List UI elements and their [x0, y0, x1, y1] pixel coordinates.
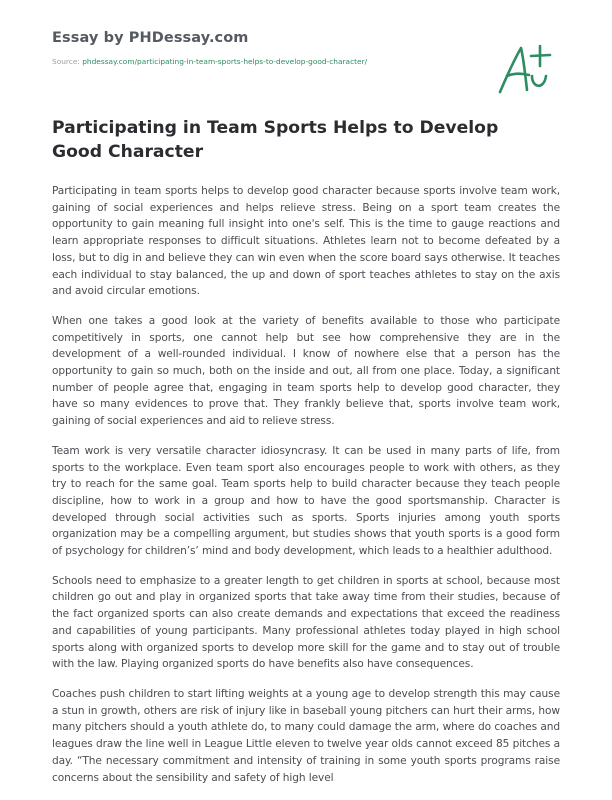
- essay-title: Participating in Team Sports Helps to Develop Good Character: [52, 118, 499, 162]
- essay-paragraph: Coaches push children to start lifting weights at a young age to develop strength this may cause a stun in growth, others are risk of injury like in baseball young pitchers can hurt their arms, how many pitchers should a youth athlete do, to many could damage the arm, where do coaches and leagues draw the line well in League Little eleven to twelve year olds cannot exceed 85 pitches a day. “The necessary commitment and intensity of training in some youth sports programs raise concerns about the sensibility and safety of high level: [52, 687, 560, 784]
- essay-paragraph: Schools need to emphasize to a greater length to get children in sports at school, because most children go out and play in organized sports that take away time from their studies, because of the fact organized sports can also create demands and expectations that exceed the readiness and capabilities of young participants. Many professional athletes today played in high school sports along with organized sports to develop more skill for the game and to stay out of trouble with the law. Playing organized sports do have benefits also have consequences.: [52, 574, 560, 671]
- essay-paragraph: When one takes a good look at the variety of benefits available to those who participate competitively in sports, one cannot help but see how comprehensive they are in the development of a well-rounded individual. I know of nowhere else that a person has the opportunity to gain so much, both on the inside and out, all from one place. Today, a significant number of people agree that, engaging in team sports help to develop good character, they have so many evidences to prove that. They frankly believe that, sports involve team work, gaining of social experiences and aid to relieve stress.: [52, 314, 560, 428]
- essay-body: [52, 183, 560, 800]
- essay-paragraph: Team work is very versatile character idiosyncrasy. It can be used in many parts of life, from sports to the workplace. Even team sport also encourages people to work with others, as they try to reach for the same goal. Team sports help to build character because they teach people discipline, how to work in a group and how to have the good sportsmanship. Character is developed through social activities such as sports. Sports injuries among youth sports organization may be a compelling argument, but studies shows that youth sports is a good form of psychology for children’s’ mind and body development, which leads to a healthier adulthood.: [52, 444, 560, 558]
- source-line: [52, 57, 472, 66]
- essay-paragraph: Participating in team sports helps to develop good character because sports involve team work, gaining of social experiences and helps relieve stress. Being on a sport team creates the opportunity to gain meaning full insight into one's self. This is the time to gauge reactions and learn appropriate responses to difficult situations. Athletes learn not to become defeated by a loss, but to dig in and believe they can win even when the score board says otherwise. It teaches each individual to stay balanced, the up and down of sport teaches athletes to stay on the axis and avoid circular emotions.: [52, 185, 560, 298]
- site-brand: Essay by PHDessay.com: [52, 30, 249, 46]
- a-plus-logo: [494, 40, 556, 98]
- source-link[interactable]: phdessay.com/participating-in-team-sports-helps-to-develop-good-character/: [82, 57, 368, 66]
- source-label: Source:: [52, 57, 83, 66]
- header: [52, 30, 472, 66]
